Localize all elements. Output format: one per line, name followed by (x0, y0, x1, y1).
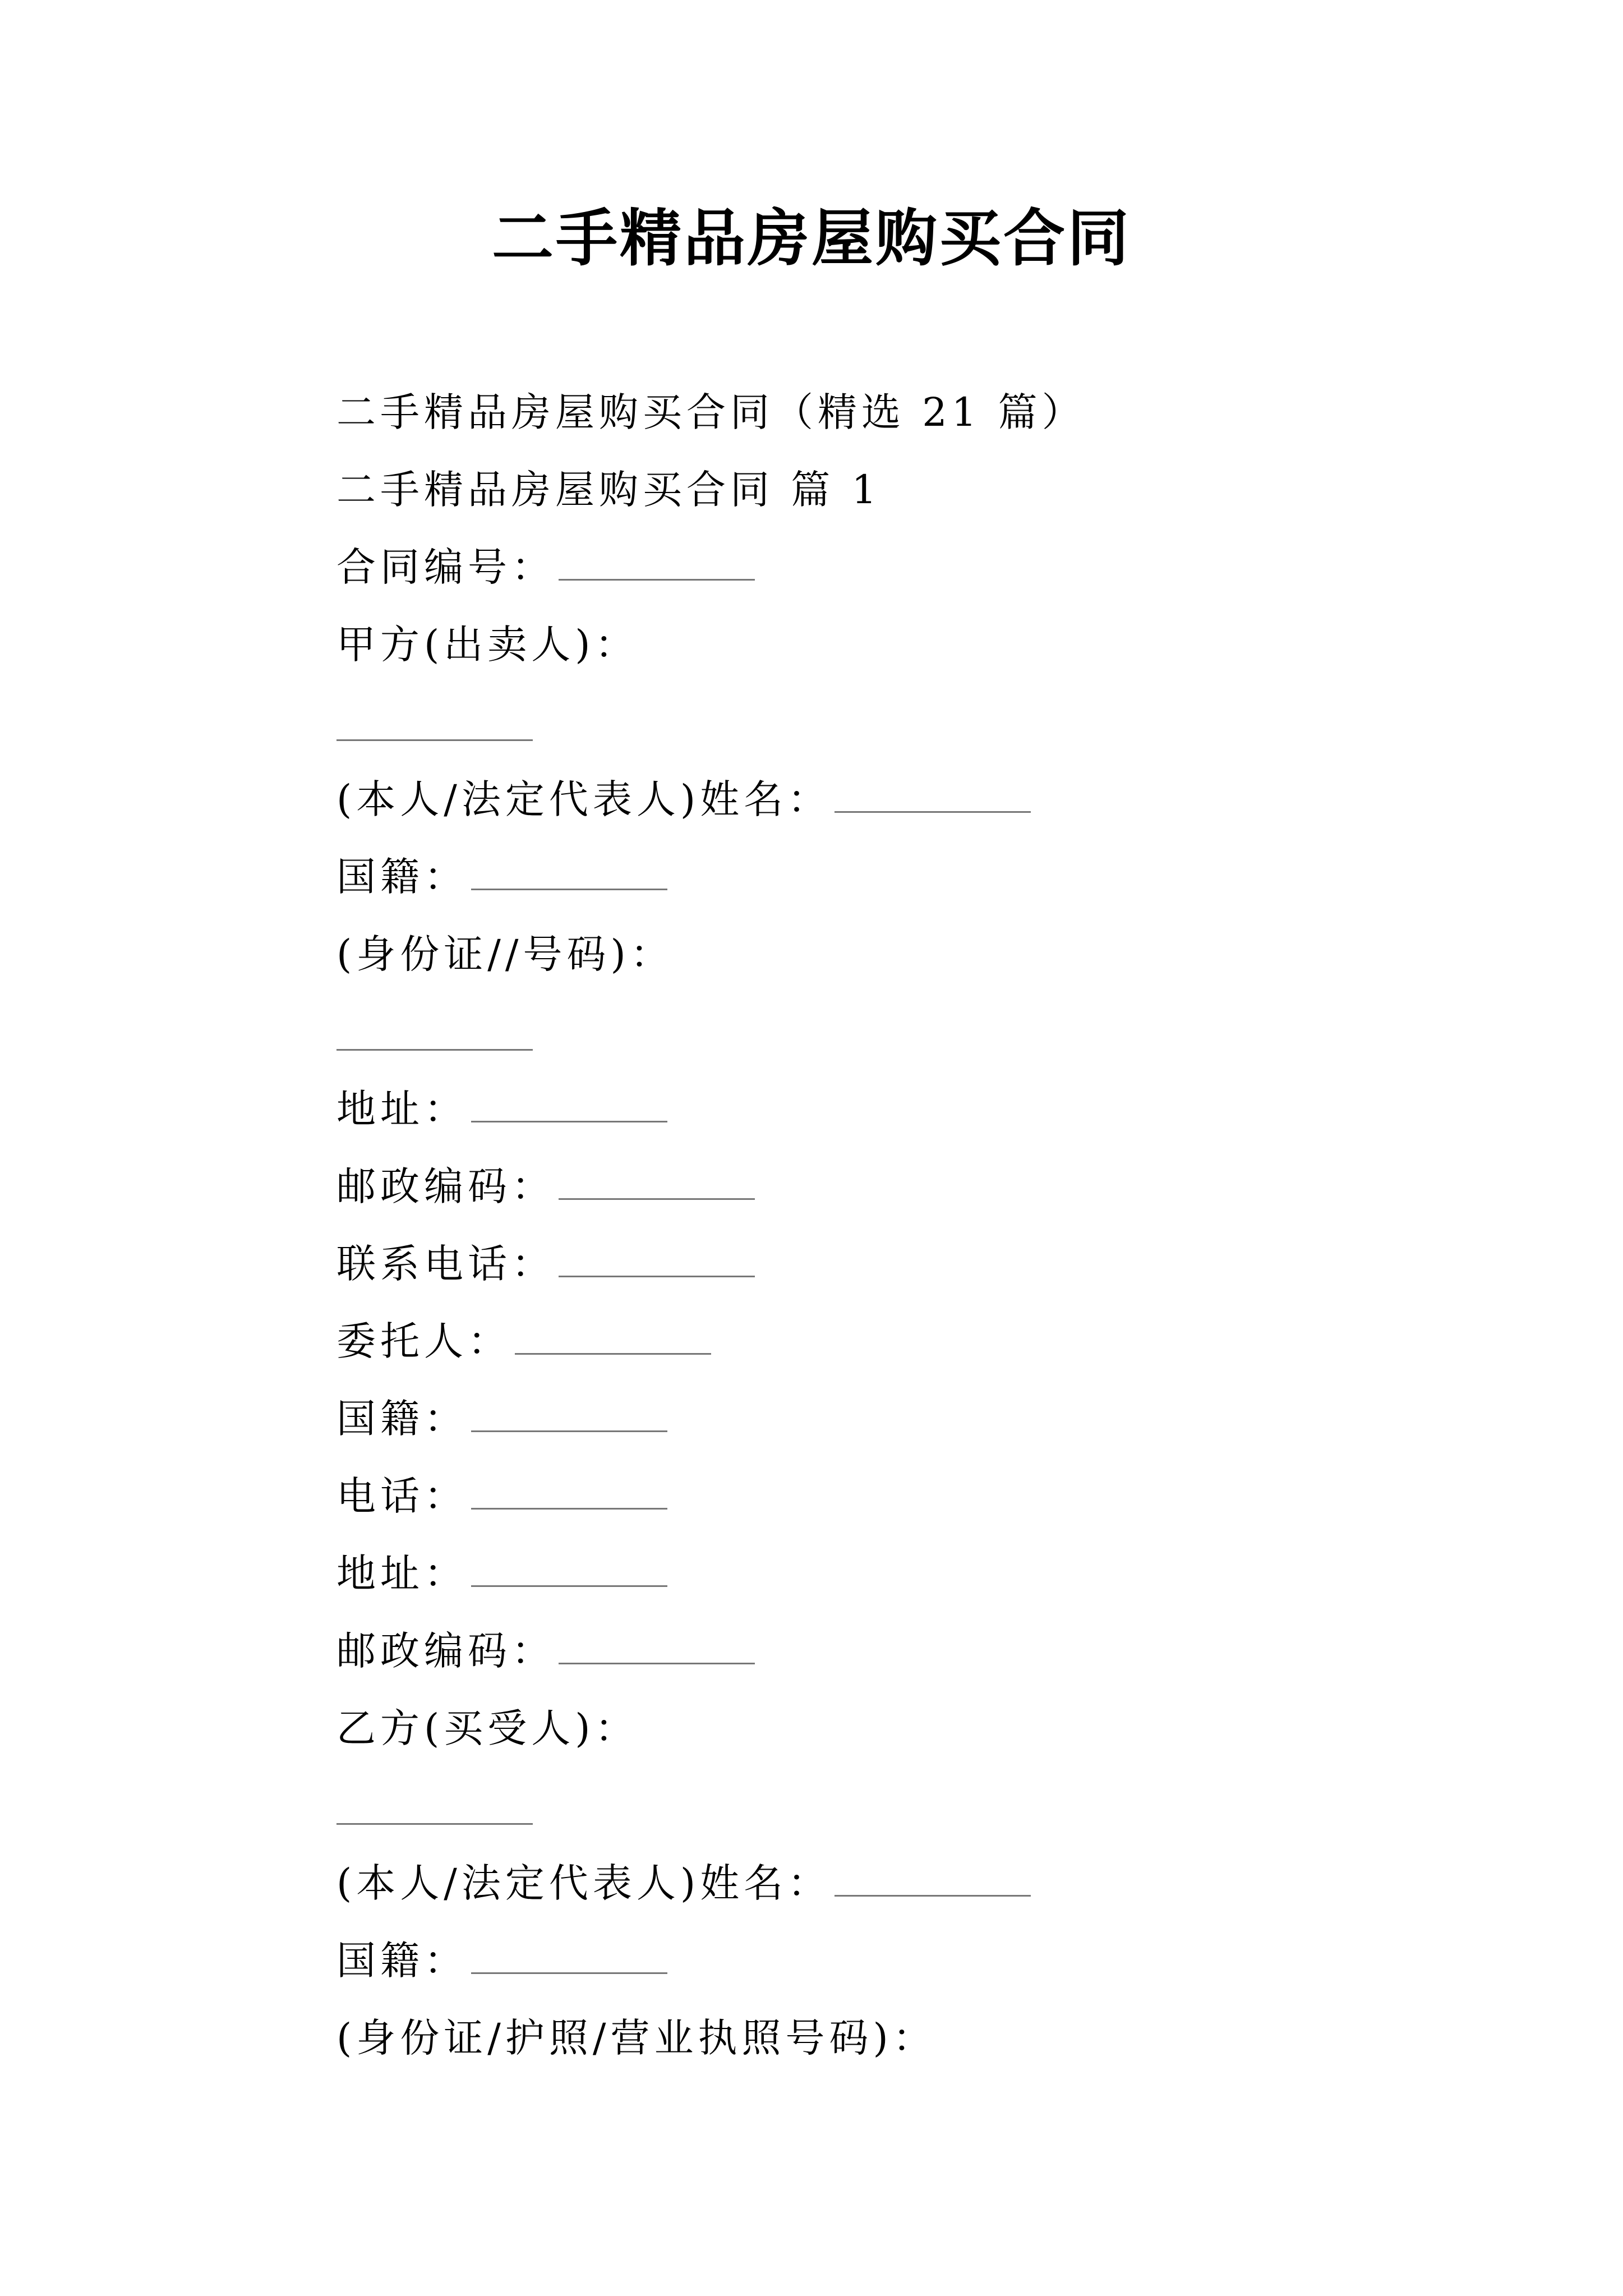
field-agent-phone (336, 1471, 667, 1521)
field-party-a-postcode (336, 1161, 755, 1212)
field-party-b-nationality (336, 1935, 667, 1986)
fill-blank[interactable] (515, 1319, 711, 1355)
field-party-b-id (336, 2013, 937, 2063)
field-label: 邮政编码： (336, 1163, 555, 1209)
fill-blank[interactable] (336, 1049, 533, 1051)
fill-blank[interactable] (471, 1939, 667, 1974)
fill-blank[interactable] (834, 777, 1031, 813)
field-label: 甲方(出卖人)： (336, 622, 639, 668)
fill-blank[interactable] (471, 1474, 667, 1510)
field-label: 地址： (336, 1086, 468, 1132)
fill-blank[interactable] (471, 855, 667, 890)
field-label: 电话： (336, 1473, 468, 1519)
field-agent-postcode (336, 1626, 755, 1676)
field-label: 国籍： (336, 1938, 468, 1984)
field-label: 国籍： (336, 854, 468, 900)
field-party-a-phone (336, 1239, 755, 1289)
field-party-a-nationality (336, 852, 667, 902)
fill-blank[interactable] (471, 1087, 667, 1122)
field-label: 国籍： (336, 1396, 468, 1442)
fill-blank[interactable] (559, 545, 755, 581)
fill-blank[interactable] (336, 739, 533, 741)
field-party-a-address (336, 1084, 667, 1134)
field-label: 联系电话： (336, 1241, 555, 1287)
field-label: 邮政编码： (336, 1628, 555, 1674)
field-label: (身份证/护照/营业执照号码)： (336, 2015, 937, 2061)
field-agent-nationality (336, 1393, 667, 1444)
field-party-b (336, 1703, 639, 1754)
fill-blank[interactable] (834, 1861, 1031, 1897)
field-label: (本人/法定代表人)姓名： (336, 776, 832, 822)
field-label: (本人/法定代表人)姓名： (336, 1860, 832, 1906)
field-agent (336, 1316, 711, 1366)
subtitle-text: 二手精品房屋购买合同（精选 21 篇） (336, 389, 1086, 435)
fill-blank[interactable] (559, 1165, 755, 1200)
field-party-a-id (336, 929, 674, 979)
fill-blank[interactable] (559, 1242, 755, 1277)
field-agent-address (336, 1548, 667, 1599)
page-title: 二手精品房屋购买合同 (492, 202, 1131, 274)
field-label: 乙方(买受人)： (336, 1705, 639, 1751)
fill-blank[interactable] (471, 1397, 667, 1432)
section-heading-text: 二手精品房屋购买合同 篇 1 (336, 467, 882, 513)
field-label: 委托人： (336, 1318, 511, 1364)
field-label: 地址： (336, 1550, 468, 1596)
field-party-a (336, 619, 639, 670)
fill-blank[interactable] (336, 1823, 533, 1825)
fill-blank[interactable] (559, 1629, 755, 1664)
subtitle-line (336, 387, 1086, 438)
fill-blank[interactable] (471, 1552, 667, 1587)
section-heading (336, 464, 881, 515)
field-label: (身份证//号码)： (336, 931, 674, 977)
field-party-b-name (336, 1858, 1031, 1908)
field-party-a-name (336, 774, 1031, 825)
field-contract-number (336, 542, 755, 592)
field-label: 合同编号： (336, 544, 555, 590)
